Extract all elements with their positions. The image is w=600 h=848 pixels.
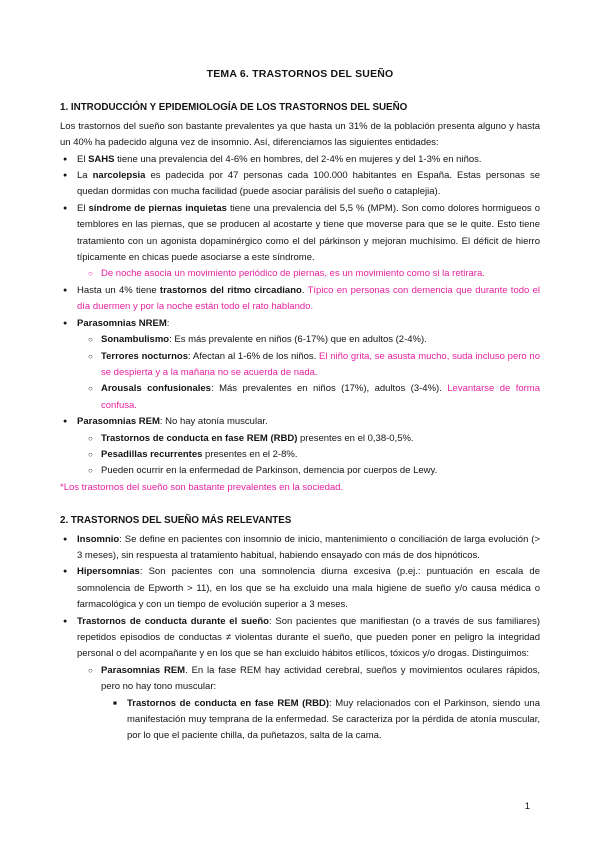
text-run: La: [77, 170, 93, 182]
bullet-item: [60, 168, 540, 201]
circle-bullet-icon: ○: [88, 665, 93, 675]
paragraph: [60, 480, 540, 496]
bullet-item: [60, 316, 540, 332]
bullet-text: [77, 168, 540, 201]
text-run: : Son pacientes con una somnolencia diurna excesiva (p.ej.: puntuación en escala de somnolencia de Epworth > 11), en los que se ha excluido una mala higiene de sueño y/o causa médica o farmacológica y con un tiempo de evolución superior a 3 meses.: [77, 566, 540, 611]
text-run: Parasomnias NREM: [77, 317, 167, 329]
text-run: Insomnio: [77, 533, 120, 545]
text-run: 2. TRASTORNOS DEL SUEÑO MÁS RELEVANTES: [60, 515, 292, 527]
text-run: SAHS: [88, 153, 115, 165]
document-title: TEMA 6. TRASTORNOS DEL SUEÑO: [206, 68, 394, 80]
text-run: Hasta un 4% tiene: [77, 284, 160, 296]
disc-bullet-icon: ●: [63, 172, 68, 180]
text-run: Pesadillas recurrentes: [101, 448, 203, 460]
text-run: Parasomnias REM: [101, 664, 186, 676]
bullet-item: [60, 349, 540, 382]
bullet-item: [60, 381, 540, 414]
bullet-text: [77, 152, 540, 168]
text-run: 1. INTRODUCCIÓN Y EPIDEMIOLOGÍA DE LOS TRASTORNOS DEL SUEÑO: [60, 102, 408, 114]
bullet-text: [77, 564, 540, 613]
bullet-item: [60, 332, 540, 348]
bullet-item: [60, 414, 540, 430]
text-run: El: [77, 202, 89, 214]
circle-bullet-icon: ○: [88, 384, 93, 394]
circle-bullet-icon: ○: [88, 433, 93, 443]
text-run: presentes en el 2-8%.: [202, 448, 298, 460]
bullet-item: [60, 152, 540, 168]
text-run: .: [301, 284, 308, 296]
bullet-text: [101, 332, 540, 348]
text-run: Parasomnias REM: [77, 416, 160, 428]
circle-bullet-icon: ○: [88, 269, 93, 279]
text-run: De noche asocia un movimiento periódico de piernas, es un movimiento como si la retirara.: [101, 268, 485, 280]
bullet-item: [60, 614, 540, 663]
bullet-item: [60, 283, 540, 316]
text-run: : No hay atonía muscular.: [159, 416, 268, 428]
bullet-text: [77, 614, 540, 663]
disc-bullet-icon: ●: [63, 568, 68, 576]
text-run: *Los trastornos del sueño son bastante prevalentes en la sociedad.: [60, 481, 344, 493]
bullet-text: [101, 381, 540, 414]
disc-bullet-icon: ●: [63, 319, 68, 327]
bullet-text: [101, 349, 540, 382]
bullet-item: [60, 463, 540, 479]
text-run: El niño grita, se asusta mucho, suda incluso pero no se despierta y a la mañana no se acuerda de nada.: [101, 350, 540, 378]
text-run: Hipersomnias: [77, 566, 140, 578]
text-run: El: [77, 153, 89, 165]
text-run: Trastornos de conducta en fase REM (RBD): [101, 432, 298, 444]
text-run: Sonambulismo: [101, 334, 170, 346]
bullet-text: [101, 447, 540, 463]
disc-bullet-icon: ●: [63, 617, 68, 625]
bullet-text: [101, 431, 540, 447]
text-run: Trastornos de conducta durante el sueño: [77, 615, 269, 627]
text-run: Típico en personas con demencia que durante todo el día duermen y por la noche están todo el rato hablando.: [77, 284, 540, 313]
bullet-item: [60, 663, 540, 696]
disc-bullet-icon: ●: [63, 286, 68, 294]
bullet-item: [60, 431, 540, 447]
text-run: : Afectan al 1-6% de los niños.: [188, 350, 320, 362]
text-run: : Se define en pacientes con insomnio de inicio, mantenimiento o conciliación de larga evolución (> 3 meses), sin respuesta al tratamiento habitual, habiendo ensayado con más de dos hipnóticos.: [77, 533, 540, 561]
text-run: narcolepsia: [92, 170, 146, 182]
bullet-item: [60, 447, 540, 463]
text-run: trastornos del ritmo circadiano: [159, 284, 302, 296]
text-run: : Es más prevalente en niños (6-17%) que en adultos (2-4%).: [169, 334, 427, 346]
circle-bullet-icon: ○: [88, 466, 93, 476]
bullet-text: [77, 283, 540, 316]
bullet-text: [101, 266, 540, 282]
bullet-item: [60, 696, 540, 745]
section-heading: [60, 100, 540, 116]
text-run: : Son pacientes que manifiestan (o a través de sus familiares) repetidos episodios de conductas ≠ violentas durante el sueño, que pueden poner en peligro la integridad personal o del acompañante y en los que se han excluido hábitos etílicos, tóxicos y/o drogas. Distinguimos:: [77, 615, 540, 660]
disc-bullet-icon: ●: [63, 418, 68, 426]
text-run: : Más prevalentes en niños (17%), adultos (3-4%).: [210, 383, 448, 395]
bullet-text: [101, 463, 540, 479]
text-run: Trastornos de conducta en fase REM (RBD): [127, 697, 330, 709]
text-run: tiene una prevalencia del 4-6% en hombres, del 2-4% en mujeres y del 1-3% en niños.: [114, 153, 482, 165]
text-run: Levantarse de forma confusa.: [101, 383, 541, 411]
bullet-item: [60, 532, 540, 565]
text-run: Los trastornos del sueño son bastante prevalentes ya que hasta un 31% de la población presenta alguno y hasta un 40% ha padecido alguna vez de insomnio. Así, diferenciamos las siguientes entidades:: [60, 120, 540, 149]
section-heading: [60, 513, 540, 529]
paragraph: [60, 119, 540, 152]
text-run: es padecida por 47 personas cada 100.000 habitantes en España. Estas personas se quedan dormidas con mucha facilidad (puede asociar parálisis del sueño o cataplejia).: [77, 170, 540, 198]
bullet-text: [101, 663, 540, 696]
disc-bullet-icon: ●: [63, 204, 68, 212]
disc-bullet-icon: ●: [63, 535, 68, 543]
text-run: tiene una prevalencia del 5,5 % (MPM). Son como dolores hormigueos o temblores en las piernas, que se producen al acostarte y tiene que moverse para que se le quite. Esto tiene tratamiento con un agonista dopaminérgico como el del párkinson y mejoran muchísimo. El déficit de hierro típicamente en chicas puede asociarse a este síndrome.: [77, 202, 540, 264]
bullet-item: [60, 266, 540, 282]
circle-bullet-icon: ○: [88, 335, 93, 345]
text-run: Terrores nocturnos: [101, 350, 189, 362]
page-number: 1: [524, 801, 530, 812]
disc-bullet-icon: ●: [63, 155, 68, 163]
text-run: presentes en el 0,38-0,5%.: [297, 432, 414, 444]
bullet-text: [127, 696, 540, 745]
text-run: :: [166, 317, 170, 329]
text-run: Arousals confusionales: [101, 383, 211, 395]
text-run: . En la fase REM hay actividad cerebral, sueños y movimientos oculares rápidos, pero no hay tono muscular:: [101, 664, 540, 693]
bullet-item: [60, 201, 540, 267]
text-run: síndrome de piernas inquietas: [88, 202, 227, 214]
bullet-text: [77, 414, 540, 430]
document-body: [60, 100, 540, 744]
text-run: : Muy relacionados con el Parkinson, siendo una manifestación muy temprana de la enfermedad. Se caracteriza por la pérdida de atonía muscular, por lo que el paciente chilla, da puñetazos, salta de la cama.: [127, 697, 540, 742]
bullet-text: [77, 532, 540, 565]
circle-bullet-icon: ○: [88, 351, 93, 361]
circle-bullet-icon: ○: [88, 449, 93, 459]
square-bullet-icon: ■: [113, 699, 117, 707]
bullet-item: [60, 564, 540, 613]
text-run: Pueden ocurrir en la enfermedad de Parkinson, demencia por cuerpos de Lewy.: [101, 465, 438, 477]
bullet-text: [77, 316, 540, 332]
bullet-text: [77, 201, 540, 267]
